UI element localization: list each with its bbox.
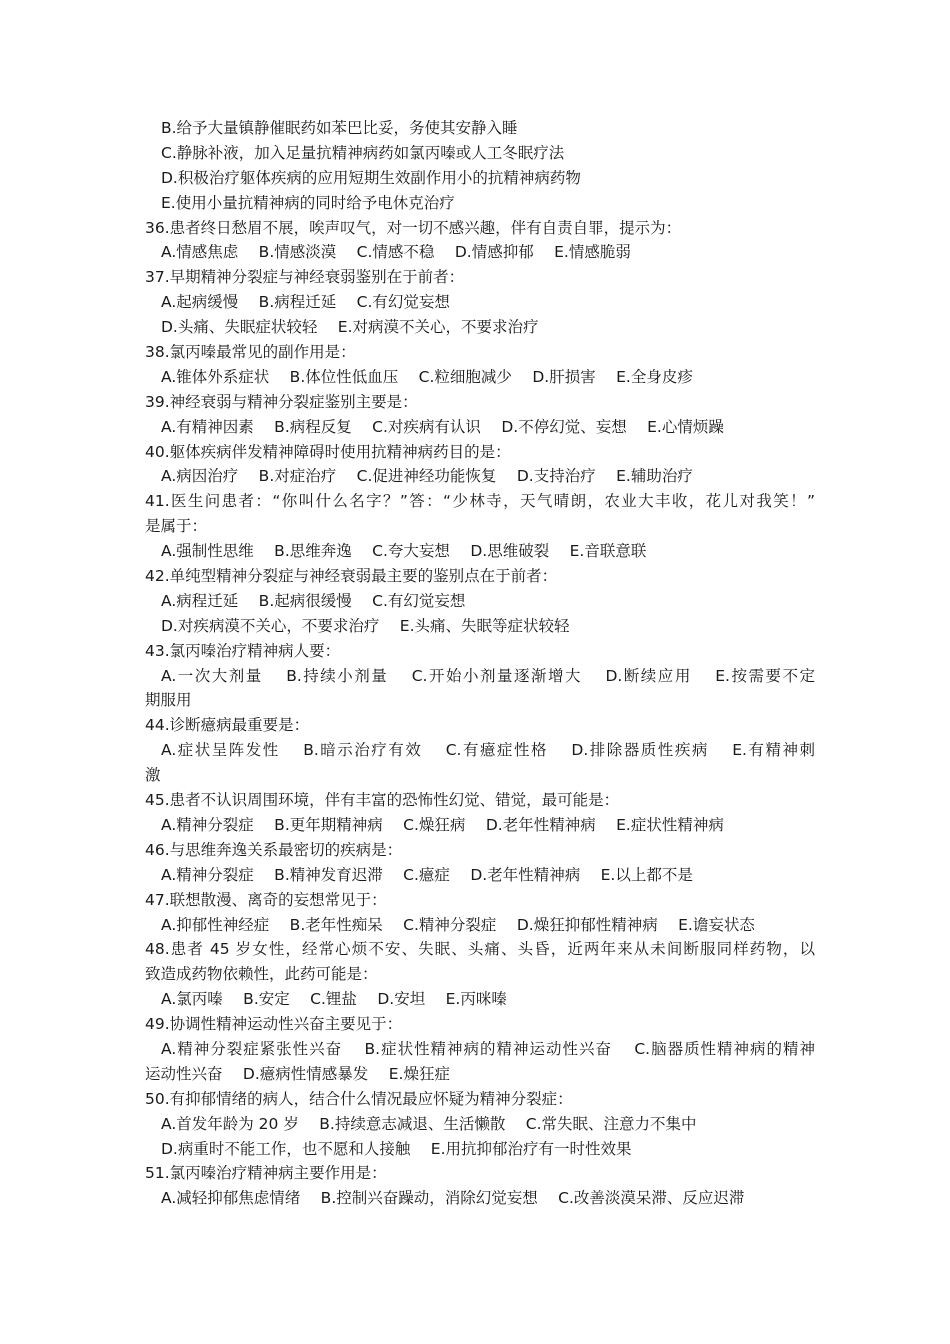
wrapped-line: 运动性兴奋 D.癔病性情感暴发 E.燥狂症 bbox=[145, 1064, 450, 1083]
answer-options: D.积极治疗躯体疾病的应用短期生效副作用小的抗精神病药物 bbox=[161, 168, 581, 187]
answer-options: A.一次大剂量 B.持续小剂量 C.开始小剂量逐渐增大 D.断续应用 E.按需要不定 bbox=[161, 666, 815, 685]
answer-options: C.静脉补液，加入足量抗精神病药如氯丙嗪或人工冬眠疗法 bbox=[161, 143, 565, 162]
answer-options: D.头痛、失眠症状较轻 E.对病漠不关心，不要求治疗 bbox=[161, 318, 539, 337]
answer-options: A.精神分裂症 B.更年期精神病 C.燥狂病 D.老年性精神病 E.症状性精神病 bbox=[161, 815, 724, 834]
question-stem: 37.早期精神分裂症与神经衰弱鉴别在于前者： bbox=[145, 268, 465, 287]
answer-options: A.精神分裂症紧张性兴奋 B.症状性精神病的精神运动性兴奋 C.脑器质性精神病的精神 bbox=[161, 1039, 815, 1058]
question-stem: 49.协调性精神运动性兴奋主要见于： bbox=[145, 1015, 403, 1034]
question-stem: 46.与思维奔逸关系最密切的疾病是： bbox=[145, 840, 403, 859]
answer-options: A.病因治疗 B.对症治疗 C.促进神经功能恢复 D.支持治疗 E.辅助治疗 bbox=[161, 467, 693, 486]
answer-options: A.氯丙嗪 B.安定 C.锂盐 D.安坦 E.丙咪嗪 bbox=[161, 990, 507, 1009]
answer-options: A.情感焦虑 B.情感淡漠 C.情感不稳 D.情感抑郁 E.情感脆弱 bbox=[161, 243, 631, 262]
wrapped-line: 致造成药物依赖性，此药可能是： bbox=[145, 965, 378, 984]
wrapped-line: 期服用 bbox=[145, 691, 192, 710]
answer-options: D.病重时不能工作，也不愿和人接触 E.用抗抑郁治疗有一时性效果 bbox=[161, 1139, 632, 1158]
answer-options: A.起病缓慢 B.病程迁延 C.有幻觉妄想 bbox=[161, 293, 450, 312]
answer-options: A.首发年龄为 20 岁 B.持续意志减退、生活懒散 C.常失眠、注意力不集中 bbox=[161, 1114, 697, 1133]
question-stem: 43.氯丙嗪治疗精神病人要： bbox=[145, 641, 341, 660]
question-stem: 41.医生问患者：“你叫什么名字？”答：“少林寺，天气晴朗，农业大丰收，花儿对我笑！” bbox=[145, 492, 815, 511]
answer-options: A.强制性思维 B.思维奔逸 C.夸大妄想 D.思维破裂 E.音联意联 bbox=[161, 542, 647, 561]
question-stem: 42.单纯型精神分裂症与神经衰弱最主要的鉴别点在于前者： bbox=[145, 567, 558, 586]
question-stem: 47.联想散漫、离奇的妄想常见于： bbox=[145, 890, 387, 909]
answer-options: E.使用小量抗精神病的同时给予电休克治疗 bbox=[161, 193, 455, 212]
answer-options: D.对疾病漠不关心，不要求治疗 E.头痛、失眠等症状较轻 bbox=[161, 616, 570, 635]
wrapped-line: 激 bbox=[145, 766, 161, 785]
question-stem: 39.神经衰弱与精神分裂症鉴别主要是： bbox=[145, 392, 418, 411]
answer-options: A.有精神因素 B.病程反复 C.对疾病有认识 D.不停幻觉、妄想 E.心情烦躁 bbox=[161, 417, 724, 436]
question-stem: 48.患者 45 岁女性，经常心烦不安、失眠、头痛、头昏，近两年来从未间断服同样药物，以 bbox=[145, 940, 815, 959]
answer-options: A.锥体外系症状 B.体位性低血压 C.粒细胞减少 D.肝损害 E.全身皮疹 bbox=[161, 367, 693, 386]
answer-options: A.减轻抑郁焦虑情绪 B.控制兴奋躁动，消除幻觉妄想 C.改善淡漠呆滞、反应迟滞 bbox=[161, 1189, 745, 1208]
wrapped-line: 是属于： bbox=[145, 517, 208, 536]
question-list bbox=[145, 116, 815, 1211]
question-stem: 51.氯丙嗪治疗精神病主要作用是： bbox=[145, 1164, 387, 1183]
question-stem: 40.躯体疾病伴发精神障碍时使用抗精神病药目的是： bbox=[145, 442, 511, 461]
question-stem: 38.氯丙嗪最常见的副作用是： bbox=[145, 343, 356, 362]
answer-options: A.症状呈阵发性 B.暗示治疗有效 C.有癔症性格 D.排除器质性疾病 E.有精神刺 bbox=[161, 741, 815, 760]
answer-options: B.给予大量镇静催眠药如苯巴比妥，务使其安静入睡 bbox=[161, 119, 518, 137]
answer-options: A.病程迁延 B.起病很缓慢 C.有幻觉妄想 bbox=[161, 591, 466, 610]
question-stem: 50.有抑郁情绪的病人，结合什么情况最应怀疑为精神分裂症： bbox=[145, 1089, 573, 1108]
question-stem: 45.患者不认识周围环境，伴有丰富的恐怖性幻觉、错觉，最可能是： bbox=[145, 791, 620, 810]
answer-options: A.精神分裂症 B.精神发育迟滞 C.癔症 D.老年性精神病 E.以上都不是 bbox=[161, 865, 693, 884]
question-stem: 44.诊断癔病最重要是： bbox=[145, 716, 310, 735]
question-stem: 36.患者终日愁眉不展，唉声叹气，对一切不感兴趣，伴有自责自罪，提示为： bbox=[145, 218, 682, 237]
answer-options: A.抑郁性神经症 B.老年性痴呆 C.精神分裂症 D.燥狂抑郁性精神病 E.谵妄状态 bbox=[161, 915, 755, 934]
